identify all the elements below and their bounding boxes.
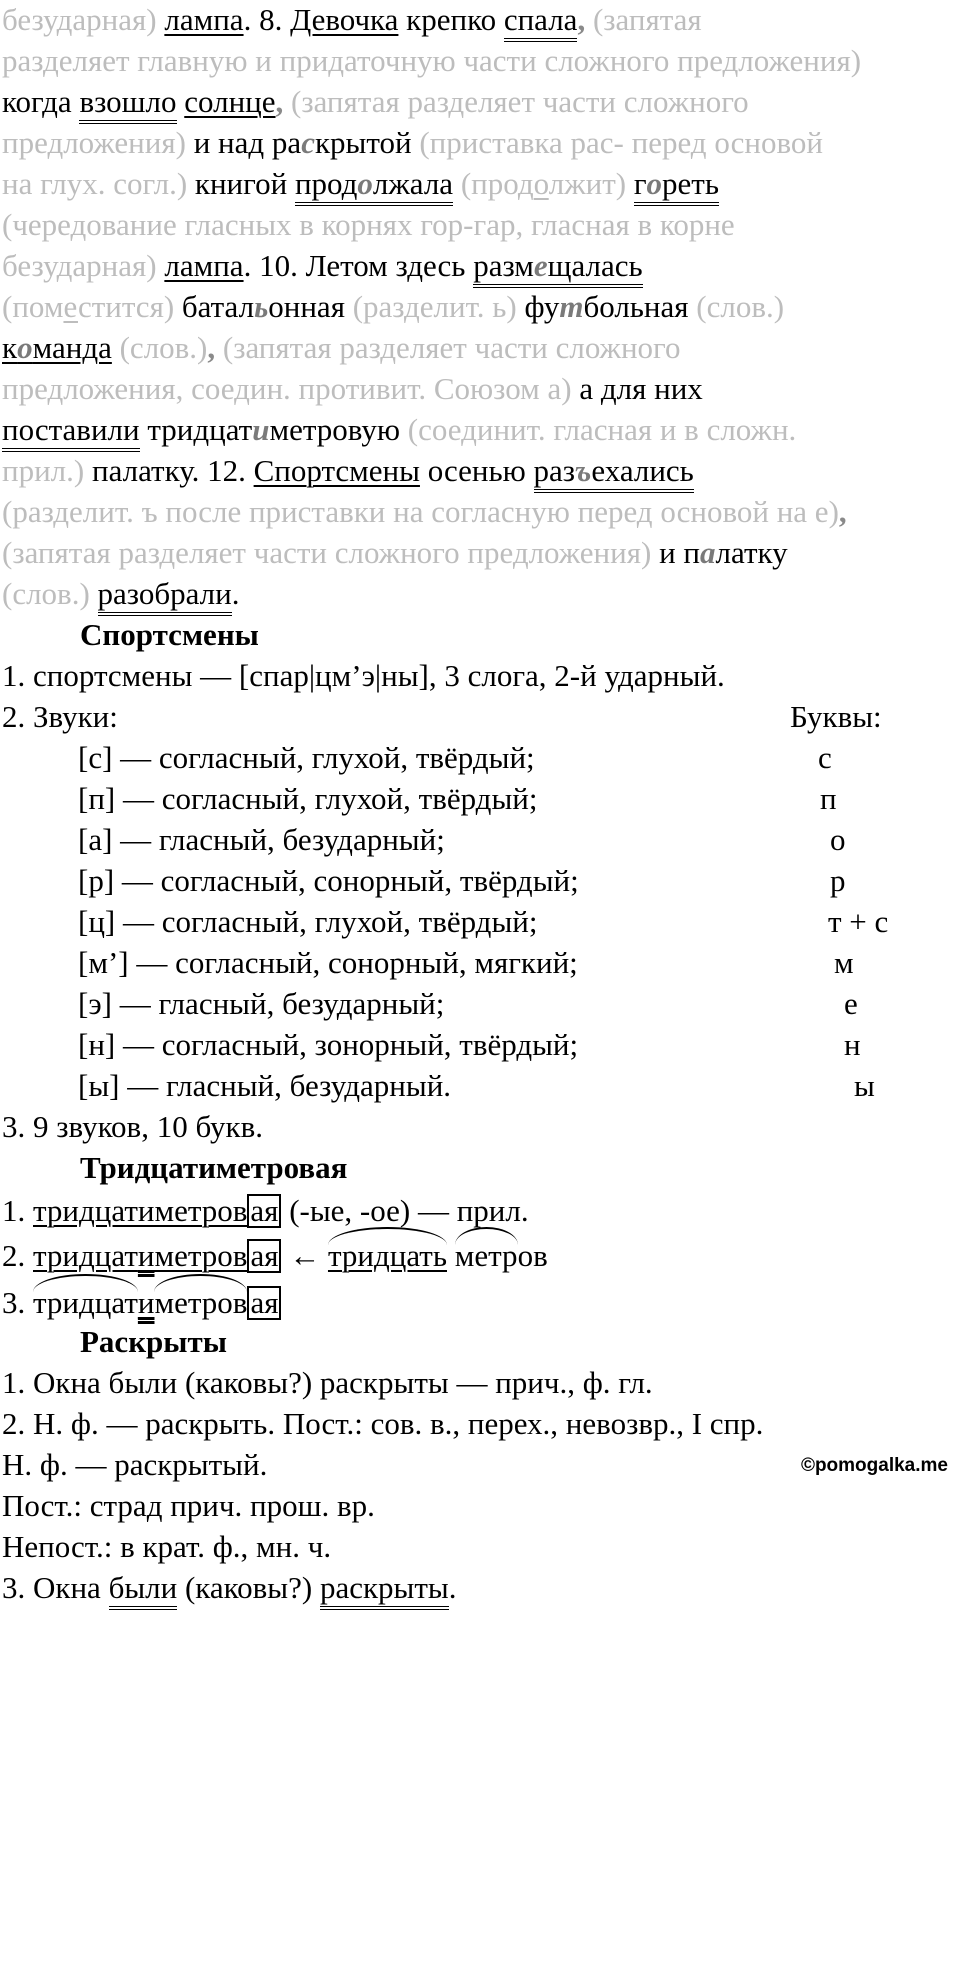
ending-box: ая bbox=[247, 1194, 281, 1228]
comment: (соединит. гласная и в сложн. bbox=[407, 412, 797, 447]
section-heading-raskr: Раскрыты bbox=[80, 1324, 227, 1359]
comment: (запятая разделяет части сложного предложения) bbox=[2, 535, 652, 570]
comment: предложения) bbox=[2, 125, 186, 160]
predicate-word: продолжала bbox=[295, 166, 453, 206]
text: и палатку bbox=[651, 535, 788, 570]
sound-description: [р] — согласный, сонорный, твёрдый; bbox=[78, 863, 579, 898]
comment: (продолжит) bbox=[453, 166, 634, 201]
comment: (разделит. ъ после приставки на согласную перед основой на е) bbox=[2, 494, 839, 529]
analysis-line: 1. Окна были (каковы?) раскрыты — прич., ф. гл. bbox=[2, 1365, 653, 1400]
sound-letter: с bbox=[818, 740, 832, 775]
sounds-label: 2. Звуки: bbox=[2, 699, 118, 734]
text-line-4 bbox=[2, 123, 823, 163]
text: футбольная bbox=[524, 289, 697, 324]
text-line-3 bbox=[2, 82, 749, 122]
text-line-7 bbox=[2, 246, 643, 286]
comma-mark: , bbox=[577, 2, 586, 37]
sound-description: [н] — согласный, зонорный, твёрдый; bbox=[78, 1027, 579, 1062]
comment: (поместится) bbox=[2, 289, 175, 324]
sound-letter: м bbox=[834, 945, 854, 980]
text: тридцатиметровую bbox=[139, 412, 408, 447]
text: крытой bbox=[314, 125, 420, 160]
sound-description: [э] — гласный, безударный; bbox=[78, 986, 445, 1021]
sound-letter: ы bbox=[854, 1068, 875, 1103]
letters-label: Буквы: bbox=[790, 699, 882, 734]
word-stem: тридцатиметров bbox=[33, 1238, 248, 1273]
analysis-line bbox=[2, 1568, 457, 1608]
watermark: ©pomogalka.me bbox=[800, 1455, 948, 1476]
analysis-line: Непост.: в крат. ф., мн. ч. bbox=[2, 1529, 332, 1564]
text: . 10. Летом здесь bbox=[243, 248, 474, 283]
morph-line-3 bbox=[2, 1283, 281, 1323]
text: крепко bbox=[398, 2, 504, 37]
text: 3. bbox=[2, 1285, 33, 1320]
section-heading-sportsmen: Спортсмены bbox=[80, 617, 259, 652]
subject-word: Девочка bbox=[290, 2, 399, 37]
text-line-11 bbox=[2, 410, 796, 450]
subject-word: лампа bbox=[164, 248, 244, 283]
text: когда bbox=[2, 84, 80, 119]
text-line-9 bbox=[2, 328, 681, 368]
comment: (слов.) bbox=[111, 330, 208, 365]
comment: (приставка рас- перед основой bbox=[419, 125, 823, 160]
word-stem: тридцатиметров bbox=[33, 1193, 248, 1228]
predicate-word: были bbox=[109, 1570, 178, 1610]
comment: на глух. согл.) bbox=[2, 166, 188, 201]
predicate-word: разобрали bbox=[98, 576, 232, 616]
text-line-15 bbox=[2, 574, 239, 614]
sound-letter: п bbox=[820, 781, 837, 816]
sound-letter: т + с bbox=[828, 904, 889, 939]
text-line-6: (чередование гласных в корнях гор-гар, гласная в корне bbox=[2, 207, 735, 242]
text-line-14 bbox=[2, 533, 788, 573]
word-stem: тридцатиметров bbox=[33, 1285, 247, 1320]
text: а для них bbox=[571, 371, 703, 406]
predicate-word: разъехались bbox=[534, 453, 694, 493]
text-line-12 bbox=[2, 451, 694, 491]
comment: (слов.) bbox=[2, 576, 90, 611]
text-line-10 bbox=[2, 369, 703, 409]
analysis-line: 1. спортсмены — [спар|цм’э|ны], 3 слога, 2-й ударный. bbox=[2, 658, 725, 693]
predicate-word: взошло bbox=[79, 84, 176, 124]
analysis-line: Н. ф. — раскрытый. bbox=[2, 1447, 268, 1482]
text bbox=[90, 576, 98, 611]
predicate-word: размещалась bbox=[473, 248, 642, 288]
comment: прил.) bbox=[2, 453, 85, 488]
predicate-word: раскрыты bbox=[320, 1570, 449, 1610]
sound-description: [ц] — согласный, глухой, твёрдый; bbox=[78, 904, 538, 939]
sound-description: [с] — согласный, глухой, твёрдый; bbox=[78, 740, 535, 775]
analysis-line: Пост.: страд прич. прош. вр. bbox=[2, 1488, 375, 1523]
text: 1. bbox=[2, 1193, 33, 1228]
text: 2. bbox=[2, 1238, 33, 1273]
text: и над ра bbox=[185, 125, 302, 160]
comment: предложения, соедин. противит. Союзом а) bbox=[2, 371, 572, 406]
sound-description: [а] — гласный, безударный; bbox=[78, 822, 445, 857]
comma-mark: , bbox=[207, 330, 216, 365]
sound-description: [м’] — согласный, сонорный, мягкий; bbox=[78, 945, 578, 980]
analysis-line: 2. Н. ф. — раскрыть. Пост.: сов. в., перех., невозвр., I спр. bbox=[2, 1406, 764, 1441]
ending-box: ая bbox=[247, 1286, 281, 1320]
text: . bbox=[448, 1570, 457, 1605]
text-line-5 bbox=[2, 164, 719, 204]
section-heading-tridc: Тридцатиметровая bbox=[80, 1150, 348, 1185]
predicate-word: поставили bbox=[2, 412, 140, 452]
comma-mark: , bbox=[275, 84, 284, 119]
comma-mark: , bbox=[838, 494, 847, 529]
text-line-1 bbox=[2, 0, 702, 40]
predicate-word: гореть bbox=[634, 166, 719, 206]
text: батальонная bbox=[174, 289, 353, 324]
analysis-line: 3. 9 звуков, 10 букв. bbox=[2, 1109, 263, 1144]
text: (каковы?) bbox=[177, 1570, 320, 1605]
text bbox=[447, 1238, 455, 1273]
text: осенью bbox=[419, 453, 534, 488]
text-line-13 bbox=[2, 492, 847, 532]
text: книгой bbox=[187, 166, 295, 201]
comment: (запятая разделяет части сложного bbox=[283, 84, 749, 119]
text-line-8 bbox=[2, 287, 784, 327]
morph-line-2 bbox=[2, 1236, 548, 1276]
comment: (запятая разделяет части сложного bbox=[215, 330, 681, 365]
comment: (запятая bbox=[585, 2, 702, 37]
text: палатку. 12. bbox=[84, 453, 254, 488]
sound-letter: р bbox=[830, 863, 846, 898]
subject-word: солнце bbox=[184, 84, 276, 119]
comment: (слов.) bbox=[696, 289, 785, 324]
root-arc-word: метр bbox=[455, 1236, 518, 1276]
comment: безударная) bbox=[2, 2, 157, 37]
text: . 8. bbox=[243, 2, 291, 37]
orthogram-letter: с bbox=[301, 125, 315, 160]
subject-word: команда bbox=[2, 330, 112, 365]
text: 3. Окна bbox=[2, 1570, 109, 1605]
text: . bbox=[231, 576, 240, 611]
comment: безударная) bbox=[2, 248, 157, 283]
sound-letter: о bbox=[830, 822, 846, 857]
text: ← bbox=[281, 1238, 328, 1273]
sound-letter: е bbox=[844, 986, 858, 1021]
subject-word: Спортсмены bbox=[253, 453, 420, 488]
text: (-ые, -ое) — прил. bbox=[281, 1193, 529, 1228]
morph-line-1 bbox=[2, 1191, 529, 1231]
root-arc-word: тридцать bbox=[328, 1236, 447, 1276]
sound-letter: н bbox=[844, 1027, 861, 1062]
text: ов bbox=[517, 1238, 548, 1273]
predicate-word: спала bbox=[504, 2, 578, 42]
text-line-2: разделяет главную и придаточную части сложного предложения) bbox=[2, 43, 862, 78]
ending-box: ая bbox=[247, 1239, 281, 1273]
subject-word: лампа bbox=[164, 2, 244, 37]
sound-description: [п] — согласный, глухой, твёрдый; bbox=[78, 781, 538, 816]
comment: (разделит. ь) bbox=[352, 289, 525, 324]
sound-description: [ы] — гласный, безударный. bbox=[78, 1068, 452, 1103]
